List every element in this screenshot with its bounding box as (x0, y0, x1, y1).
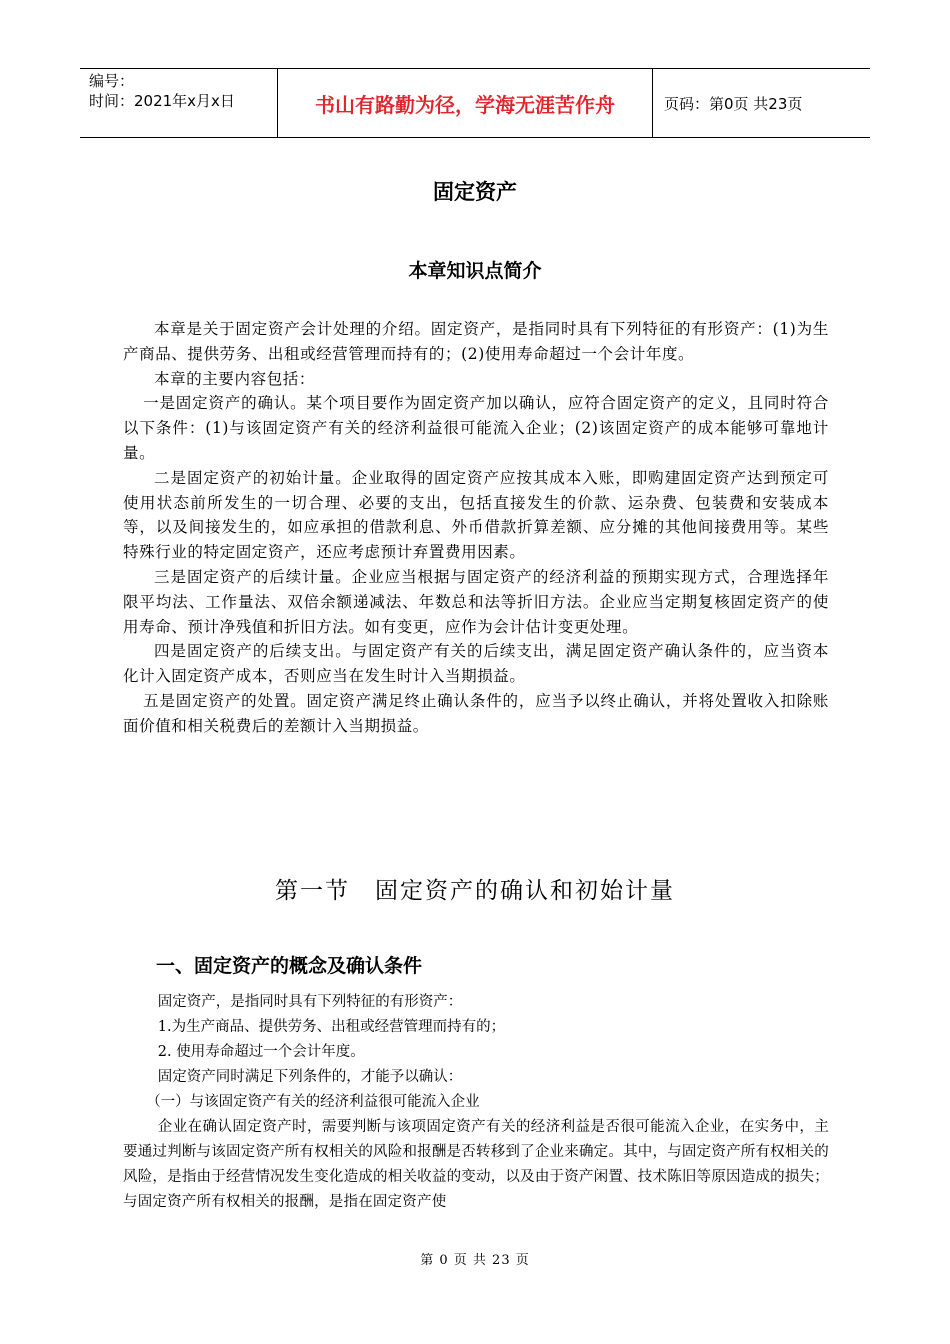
intro-paragraph: 三是固定资产的后续计量。企业应当根据与固定资产的经济利益的预期实现方式，合理选择年限平均法、工作量法、双倍余额递减法、年数总和法等折旧方法。企业应当定期复核固定资产的使用寿命、预计净残值和折旧方法。如有变更，应作为会计估计变更处理。 (123, 567, 829, 636)
header-meta (80, 69, 278, 137)
section-title: 第一节 固定资产的确认和初始计量 (275, 878, 675, 904)
intro-title: 本章知识点简介 (408, 260, 542, 282)
header-page-info: 页码：第0页 共23页 (664, 94, 803, 113)
header-motto: 书山有路勤为径，学海无涯苦作舟 (278, 69, 653, 137)
body-section (123, 990, 829, 1215)
body-paragraph: 企业在确认固定资产时，需要判断与该项固定资产有关的经济利益是否很可能流入企业，在实务中，主要通过判断与该固定资产所有权相关的风险和报酬是否转移到了企业来确定。其中，与固定资产所有权相关的风险，是指由于经营情况发生变化造成的相关收益的变动，以及由于资产闲置、技术陈旧等原因造成的损失；与固定资产所有权相关的报酬，是指在固定资产使 (123, 1119, 829, 1210)
heading-1: 一、固定资产的概念及确认条件 (156, 955, 423, 977)
intro-paragraph: 二是固定资产的初始计量。企业取得的固定资产应按其成本入账，即购建固定资产达到预定可使用状态前所发生的一切合理、必要的支出，包括直接发生的价款、运杂费、包装费和安装成本等，以及间接发生的，如应承担的借款利息、外币借款折算差额、应分摊的其他间接费用等。某些特殊行业的特定固定资产，还应考虑预计弃置费用因素。 (123, 468, 829, 562)
intro-paragraph: 一是固定资产的确认。某个项目要作为固定资产加以确认，应符合固定资产的定义，且同时符合以下条件：(1)与该固定资产有关的经济利益很可能流入企业；(2)该固定资产的成本能够可靠地计量。 (123, 394, 829, 462)
intro-paragraph: 五是固定资产的处置。固定资产满足终止确认条件的，应当予以终止确认，并将处置收入扣除账面价值和相关税费后的差额计入当期损益。 (123, 691, 829, 735)
page-footer: 第 0 页 共 23 页 (420, 1253, 530, 1268)
number-label: 编号： (89, 72, 135, 90)
intro-paragraph: 本章是关于固定资产会计处理的介绍。固定资产，是指同时具有下列特征的有形资产：(1)为生产商品、提供劳务、出租或经营管理而持有的；(2)使用寿命超过一个会计年度。 (123, 320, 829, 363)
intro-paragraph: 四是固定资产的后续支出。与固定资产有关的后续支出，满足固定资产确认条件的，应当资本化计入固定资产成本，否则应当在发生时计入当期损益。 (123, 642, 829, 686)
document-title: 固定资产 (433, 180, 517, 204)
page-header (80, 68, 870, 138)
time-label: 时间：2021年x月x日 (89, 92, 235, 110)
body-paragraph: 1.为生产商品、提供劳务、出租或经营管理而持有的； (157, 1019, 506, 1035)
body-paragraph: 固定资产同时满足下列条件的，才能予以确认： (157, 1069, 463, 1085)
intro-section (123, 317, 829, 739)
body-paragraph: 2. 使用寿命超过一个会计年度。 (157, 1044, 365, 1060)
intro-paragraph: 本章的主要内容包括： (154, 369, 316, 388)
body-paragraph: 固定资产，是指同时具有下列特征的有形资产： (157, 994, 463, 1010)
body-paragraph: （一）与该固定资产有关的经济利益很可能流入企业 (146, 1094, 480, 1110)
